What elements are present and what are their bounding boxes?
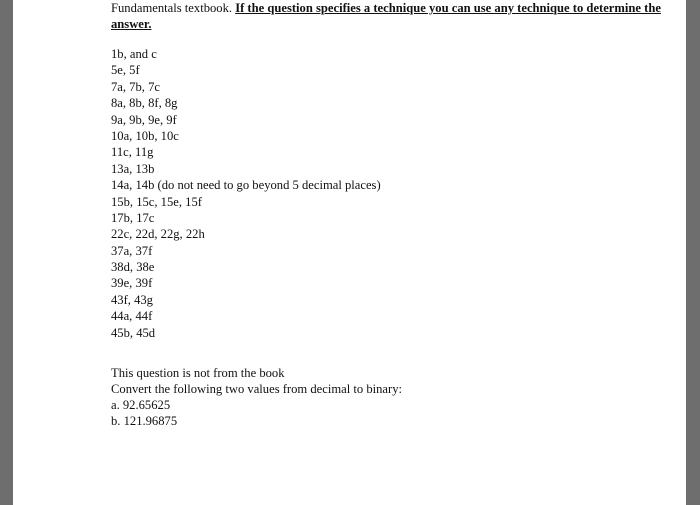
extra-item-b: b. 121.96875 [111,414,178,429]
right-border [686,0,700,505]
problem-item: 7a, 7b, 7c [111,79,160,94]
problem-item: 15b, 15c, 15e, 15f [111,194,202,209]
problem-item: 37a, 37f [111,243,153,258]
problem-item: 44a, 44f [111,309,153,324]
intro-paragraph [111,0,671,32]
document-body [111,0,671,429]
extra-item-a: a. 92.65625 [111,398,171,413]
problem-item: 14a, 14b (do not need to go beyond 5 decimal places) [111,178,381,193]
extra-question [111,365,671,429]
problem-item: 45b, 45d [111,325,156,340]
problem-item: 11c, 11g [111,145,154,160]
left-border [0,0,13,505]
problem-item: 39e, 39f [111,276,153,291]
extra-instruction: Convert the following two values from decimal to binary: [111,382,402,397]
problem-item: 1b, and c [111,47,157,61]
problem-item: 22c, 22d, 22g, 22h [111,227,205,242]
problem-item: 17b, 17c [111,210,155,225]
intro-emphasis: If the question specifies a technique you can use any technique to determine the answer. [111,1,661,31]
problem-item: 10a, 10b, 10c [111,128,179,143]
intro-text: Fundamentals textbook. [111,1,236,15]
problem-item: 13a, 13b [111,161,155,176]
extra-note: This question is not from the book [111,366,285,381]
problem-item: 43f, 43g [111,292,153,307]
problem-item: 38d, 38e [111,260,155,275]
problem-item: 9a, 9b, 9e, 9f [111,112,177,127]
problem-list [111,46,671,341]
problem-item: 5e, 5f [111,63,140,78]
problem-item: 8a, 8b, 8f, 8g [111,96,178,111]
